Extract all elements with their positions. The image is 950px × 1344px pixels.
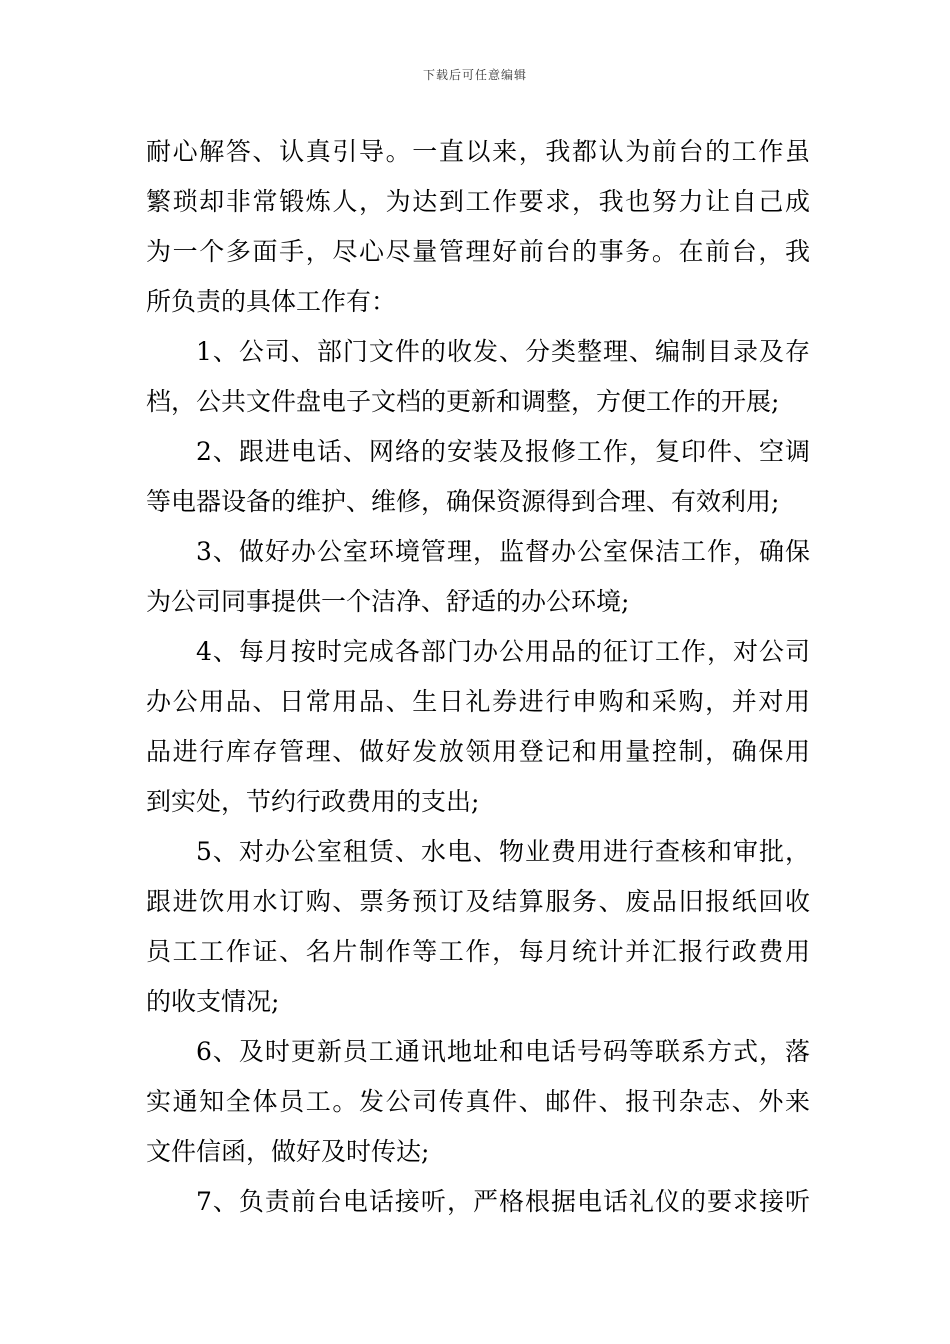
list-item-4-line: 品进行库存管理、做好发放领用登记和用量控制，确保用 bbox=[146, 737, 810, 766]
list-item-6-line: 实通知全体员工。发公司传真件、邮件、报刊杂志、外来 bbox=[146, 1087, 810, 1116]
list-item-4-line: 到实处，节约行政费用的支出; bbox=[146, 787, 480, 816]
list-item-3-line: 为公司同事提供一个洁净、舒适的办公环境; bbox=[146, 587, 630, 616]
text-line: 耐心解答、认真引导。一直以来，我都认为前台的工作虽 bbox=[146, 137, 810, 166]
text-line: 为一个多面手，尽心尽量管理好前台的事务。在前台，我 bbox=[146, 237, 810, 266]
list-item-5-line: 的收支情况; bbox=[146, 987, 280, 1016]
text-line: 所负责的具体工作有： bbox=[146, 287, 397, 316]
list-item-5-line: 员工工作证、名片制作等工作，每月统计并汇报行政费用 bbox=[146, 937, 810, 966]
download-note: 下载后可任意编辑 bbox=[422, 68, 527, 82]
document-body bbox=[146, 127, 810, 1227]
list-item-7-line: 7、负责前台电话接听，严格根据电话礼仪的要求接听 bbox=[196, 1187, 810, 1216]
list-item-5-line: 跟进饮用水订购、票务预订及结算服务、废品旧报纸回收 bbox=[146, 887, 810, 916]
list-item-3-line: 3、做好办公室环境管理，监督办公室保洁工作，确保 bbox=[196, 537, 810, 566]
text-line: 繁琐却非常锻炼人，为达到工作要求，我也努力让自己成 bbox=[146, 187, 810, 216]
list-item-6-line: 文件信函，做好及时传达; bbox=[146, 1137, 430, 1166]
list-item-1-line: 档，公共文件盘电子文档的更新和调整，方便工作的开展; bbox=[146, 387, 780, 416]
list-item-6-line: 6、及时更新员工通讯地址和电话号码等联系方式，落 bbox=[196, 1037, 810, 1066]
list-item-5-line: 5、对办公室租赁、水电、物业费用进行查核和审批， bbox=[196, 837, 810, 866]
list-item-2-line: 2、跟进电话、网络的安装及报修工作，复印件、空调 bbox=[196, 437, 810, 466]
list-item-2-line: 等电器设备的维护、维修，确保资源得到合理、有效利用; bbox=[146, 487, 780, 516]
list-item-4-line: 4、每月按时完成各部门办公用品的征订工作，对公司 bbox=[196, 637, 810, 666]
list-item-1-line: 1、公司、部门文件的收发、分类整理、编制目录及存 bbox=[196, 337, 810, 366]
list-item-4-line: 办公用品、日常用品、生日礼券进行申购和采购，并对用 bbox=[146, 687, 810, 716]
